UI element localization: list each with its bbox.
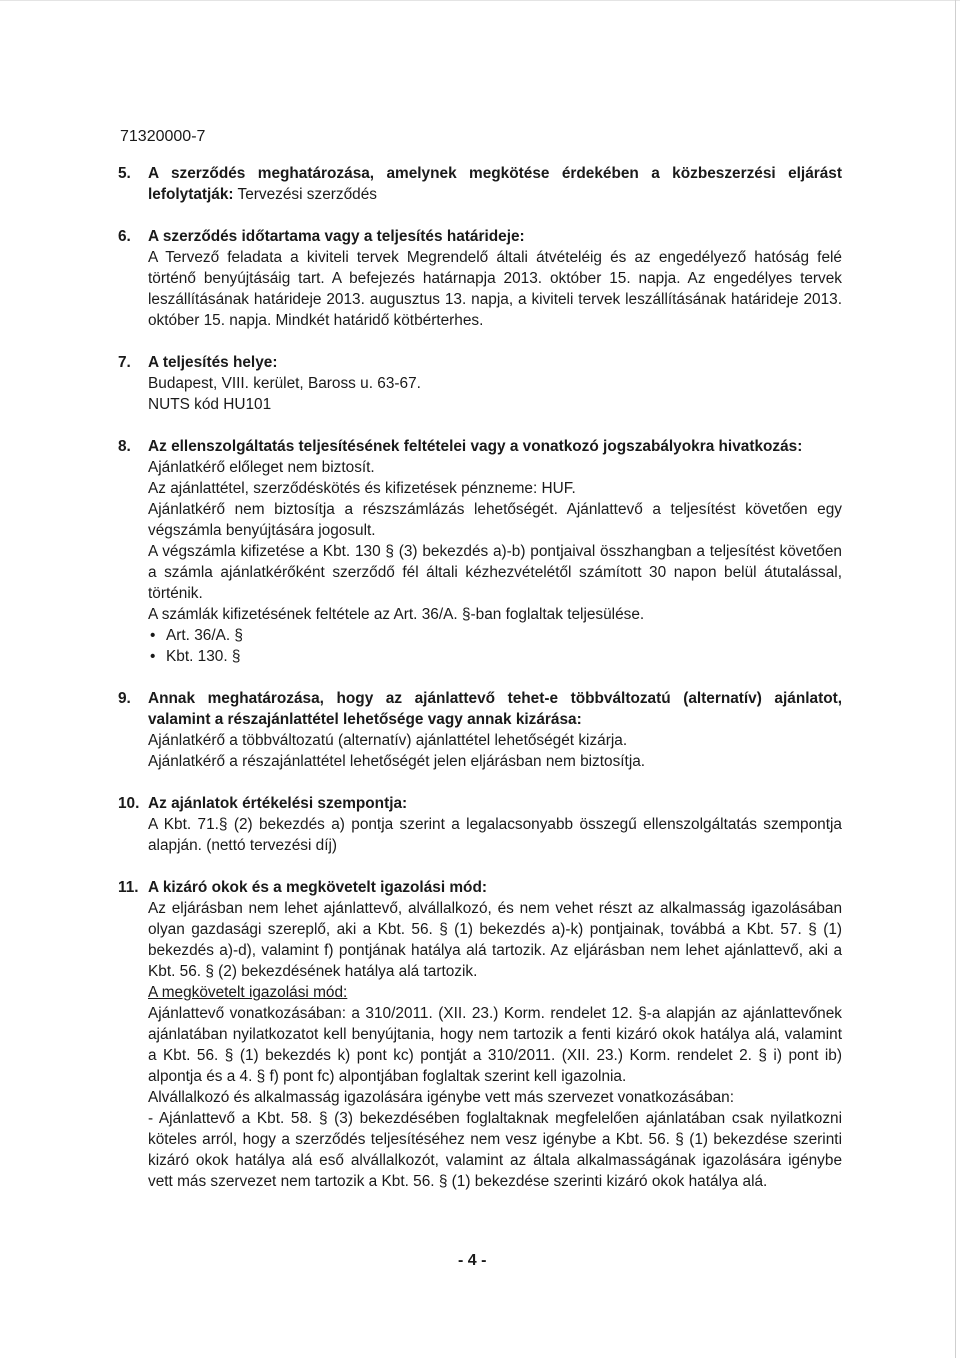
section-number: 5.	[118, 165, 131, 182]
scan-edge-top	[0, 0, 960, 1]
section-subheading: A megkövetelt igazolási mód:	[148, 984, 348, 1001]
section-heading: A kizáró okok és a megkövetelt igazolási mód:	[148, 879, 487, 896]
section-heading: Annak meghatározása, hogy az ajánlattevő tehet-e többváltozatú (alternatív) ajánlatot, valamint a részajánlattétel lehetősége vagy annak kizárása:	[148, 690, 842, 728]
document-content	[118, 163, 842, 1192]
section-paragraph: A számlák kifizetésének feltétele az Art. 36/A. §-ban foglaltak teljesülése.	[148, 606, 645, 623]
address-line: Budapest, VIII. kerület, Baross u. 63-67.	[148, 375, 421, 392]
section-8	[118, 436, 842, 667]
section-paragraph: Ajánlatkérő nem biztosítja a részszámlázás lehetőségét. Ajánlattevő a teljesítést követően egy végszámla benyújtására jogosult.	[148, 501, 842, 539]
list-item: • Kbt. 130. §	[166, 646, 842, 667]
section-number: 7.	[118, 354, 131, 371]
section-number: 11.	[118, 879, 139, 896]
section-inline-value: Tervezési szerződés	[233, 186, 377, 203]
section-number: 6.	[118, 228, 131, 245]
section-10	[118, 793, 842, 856]
section-6	[118, 226, 842, 331]
section-5	[118, 163, 842, 205]
reference-list	[148, 625, 842, 667]
section-9	[118, 688, 842, 772]
section-7	[118, 352, 842, 415]
section-paragraph: Alvállalkozó és alkalmasság igazolására igénybe vett más szervezet vonatkozásában:	[148, 1089, 735, 1106]
section-paragraph: Ajánlatkérő előleget nem biztosít.	[148, 459, 375, 476]
section-number: 9.	[118, 690, 131, 707]
page-number: - 4 -	[458, 1252, 487, 1269]
document-code: 71320000-7	[120, 128, 206, 145]
scan-edge-right	[955, 0, 956, 1358]
section-heading: A szerződés meghatározása, amelynek megkötése érdekében a közbeszerzési eljárást lefolytatják:	[148, 165, 842, 203]
list-item: • Art. 36/A. §	[166, 625, 842, 646]
section-paragraph: Az ajánlattétel, szerződéskötés és kifizetések pénzneme: HUF.	[148, 480, 576, 497]
section-paragraph: Ajánlattevő vonatkozásában: a 310/2011. (XII. 23.) Korm. rendelet 12. §-a alapján az ajánlattevőnek ajánlatában nyilatkozatot kell benyújtania, hogy nem tartozik a fenti kizáró okok hatálya alá, valamint a Kbt. 56. § (1) bekezdés k) pont kc) pontját a 310/2011. (XII. 23.) Korm. rendelet 2. § i) pont ib) alpontja és a 4. § f) pont fc) alpontjában foglaltak szerint kell igazolnia.	[148, 1005, 842, 1085]
section-number: 8.	[118, 438, 131, 455]
section-number: 10.	[118, 795, 140, 812]
nuts-code: NUTS kód HU101	[148, 396, 272, 413]
section-paragraph: A végszámla kifizetése a Kbt. 130 § (3) bekezdés a)-b) pontjaival összhangban a teljesítést követően a számla ajánlatkérőként szerződő fél általi kézhezvételétől számított 30 napon belül átutalással, történik.	[148, 543, 842, 602]
section-paragraph: A Kbt. 71.§ (2) bekezdés a) pontja szerint a legalacsonyabb összegű ellenszolgáltatás szempontja alapján. (nettó tervezési díj)	[148, 816, 842, 854]
section-paragraph: Az eljárásban nem lehet ajánlattevő, alvállalkozó, és nem vehet részt az alkalmasság igazolásában olyan gazdasági szereplő, aki a Kbt. 56. § (1) bekezdés a)-k) pontjainak, továbbá a Kbt. 57. § (1) bekezdés a)-d), valamint f) pontjának hatálya alá tartozik. Az eljárásban nem lehet ajánlattevő, aki a Kbt. 56. § (2) bekezdésének hatálya alá tartozik.	[148, 900, 842, 980]
section-paragraph: - Ajánlattevő a Kbt. 58. § (3) bekezdésében foglaltaknak megfelelően ajánlatában csak nyilatkozni köteles arról, hogy a szerződés teljesítéséhez nem vesz igénybe a Kbt. 56. § (1) bekezdése szerinti kizáró okok hatálya alá eső alvállalkozót, valamint az általa alkalmasságának igazolására igénybe vett más szervezet nem tartozik a Kbt. 56. § (1) bekezdése szerinti kizáró okok hatálya alá.	[148, 1110, 842, 1190]
section-paragraph: Ajánlatkérő a többváltozatú (alternatív) ajánlattétel lehetőségét kizárja.	[148, 732, 628, 749]
section-11	[118, 877, 842, 1192]
section-paragraph: Ajánlatkérő a részajánlattétel lehetőségét jelen eljárásban nem biztosítja.	[148, 753, 646, 770]
section-paragraph: A Tervező feladata a kiviteli tervek Megrendelő általi átvételéig és az engedélyező hatóság felé történő benyújtásáig tart. A befejezés határnapja 2013. október 15. napja. Az engedélyes tervek leszállításának határideje 2013. augusztus 13. napja, a kiviteli tervek leszállításának határideje 2013. október 15. napja. Mindkét határidő kötbérterhes.	[148, 249, 842, 329]
section-heading: Az ajánlatok értékelési szempontja:	[148, 795, 408, 812]
section-heading: A szerződés időtartama vagy a teljesítés határideje:	[148, 228, 525, 245]
section-heading: Az ellenszolgáltatás teljesítésének feltételei vagy a vonatkozó jogszabályokra hivatkozás:	[148, 438, 803, 455]
section-heading: A teljesítés helye:	[148, 354, 278, 371]
